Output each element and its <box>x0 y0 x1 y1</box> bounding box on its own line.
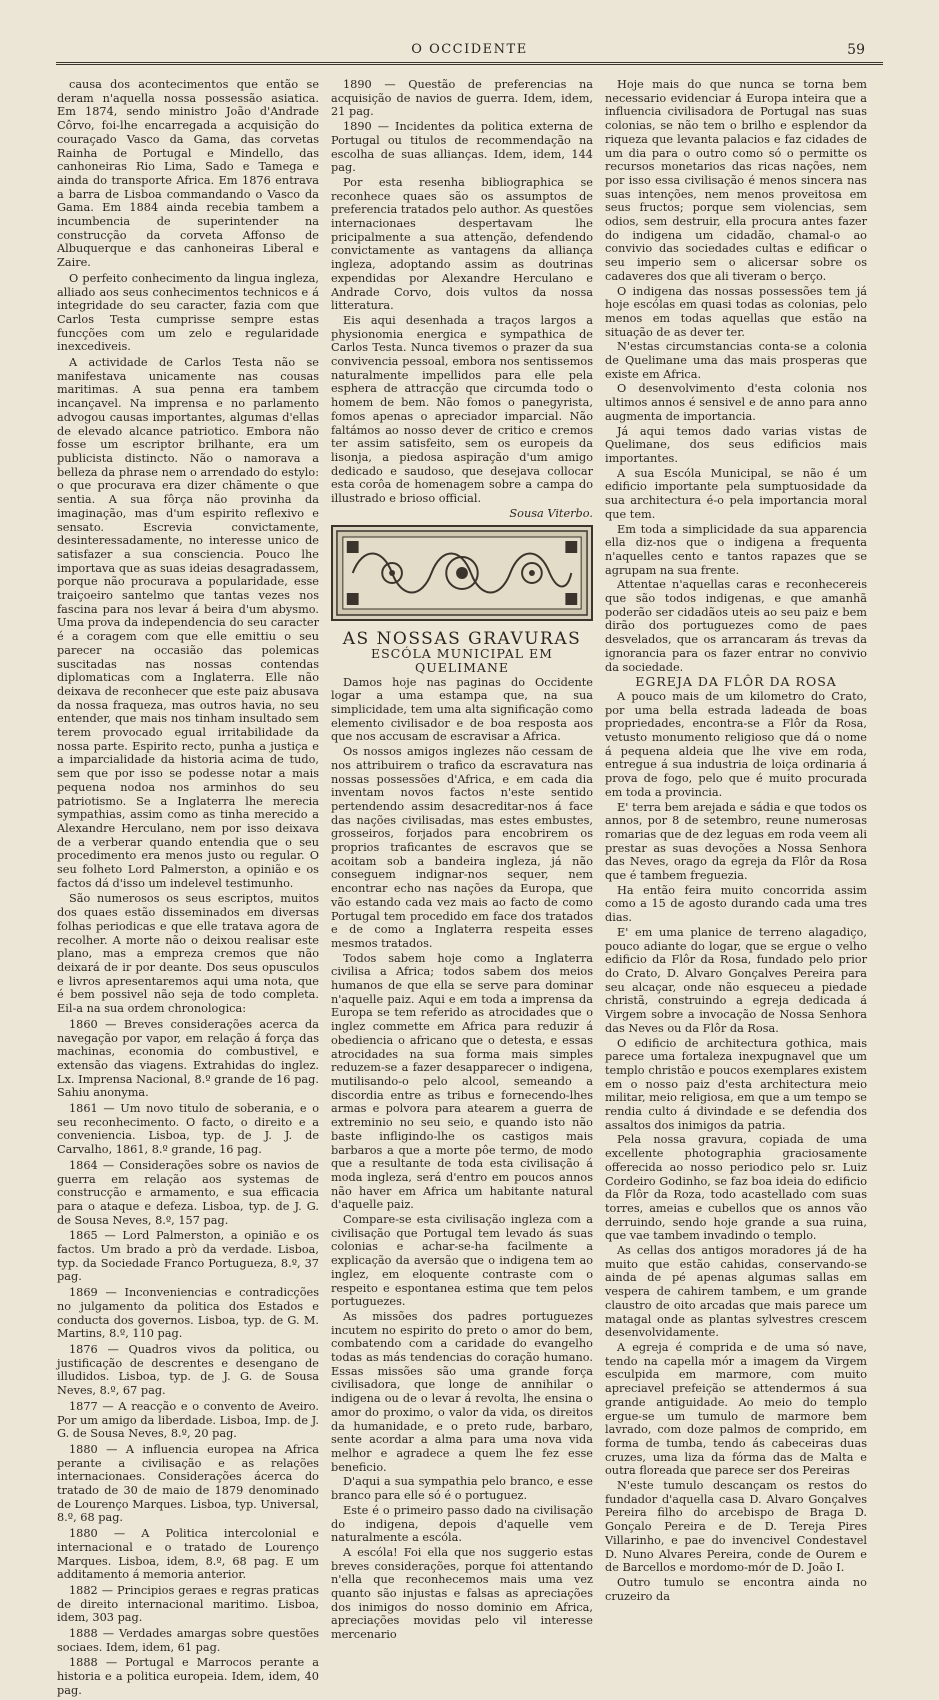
paragraph: As cellas dos antigos moradores já de ha muito que estão cahidas, conservando-se ainda de pé apenas algumas sallas em vespera de cahirem tambem, e um grande claustro de oito arcadas que mais parece um matagal onde as plantas sylvestres crescem desenvolvidamente. <box>605 1244 867 1340</box>
bibliography-entry: 1882 — Principios geraes e regras praticas de direito internacional maritimo. Lisboa, idem, 303 pag. <box>57 1583 319 1625</box>
paragraph: A escóla! Foi ella que nos suggerio estas breves considerações, porque foi attentando n'ella que reconhecemos mais uma vez quanto são injustas e falsas as apreciações dos inimigos do nosso dominio em Africa, apreciações movidas pelo vil interesse mercenario <box>331 1545 593 1642</box>
paragraph: N'estas circumstancias conta-se a colonia de Quelimane uma das mais prosperas que existe em Africa. <box>605 340 867 381</box>
paragraph: E' em uma planice de terreno alagadiço, pouco adiante do logar, que se ergue o velho edificio da Flôr da Rosa, fundado pelo prior do Crato, D. Alvaro Gonçalves Pereira para seu alcaçar, onde não esqueceu a piedade christã, construindo a egreja dedicada á Virgem sobre a invocação de Nossa Senhora das Neves ou da Flôr da Rosa. <box>605 925 867 1035</box>
paragraph: causa dos acontecimentos que então se deram n'aquella nossa possessão asiatica. Em 1874, sendo ministro João d'Andrade Côrvo, foi-lhe encarregada a acquisição do couraçado Vasco da Gama, das corvetas Rainha de Portugal e Mindello, das canhoneiras Rio Lima, Sado e Tamega e ainda do transporte Africa. Em 1876 entrava a barra de Lisboa commandando o Vasco da Gama. Em 1884 ainda recebia tambem a incumbencia de superintender na construcção da corveta Affonso de Albuquerque e das canhoneiras Liberal e Zaire. <box>57 78 319 270</box>
decorative-ornament-banner <box>331 525 593 621</box>
paragraph: Os nossos amigos inglezes não cessam de nos attribuirem o trafico da escravatura nas nossas possessões d'Africa, e em cada dia inventam novos factos n'este sentido pertendendo assim desacreditar-nos á face das nações civilisadas, mas estes embustes, grosseiros, forjados para encobrirem os proprios traficantes de escravos que se acoitam sob a bandeira ingleza, já não conseguem indignar-nos sequer, nem encontrar echo nas nações da Europa, que vão estando cada vez mais ao facto de como Portugal tem procedido em face dos tratados e de como a Inglaterra respeita esses mesmos tratados. <box>331 745 593 950</box>
bibliography-entry: 1880 — A Politica intercolonial e internacional e o tratado de Lourenço Marques. Lisboa, idem, 8.º, 68 pag. E um additamento á memoria anterior. <box>57 1527 319 1582</box>
ornament-illustration <box>333 527 591 619</box>
bibliography-entry: 1888 — Portugal e Marrocos perante a historia e a politica europeia. Idem, idem, 40 pag. <box>57 1656 319 1697</box>
paragraph: O edificio de architectura gothica, mais parece uma fortaleza inexpugnavel que um templo christão e poucos exemplares existem em o nosso paiz d'esta architectura meio militar, meio religiosa, em que a um tempo se rendia culto á divindade e se defendia dos assaltos dos inimigos da patria. <box>605 1036 867 1132</box>
section-title: AS NOSSAS GRAVURAS <box>342 628 582 649</box>
bibliography-entry: 1890 — Incidentes da politica externa de Portugal ou titulos de recommendação na escolha de suas allianças. Idem, idem, 144 pag. <box>331 120 593 175</box>
paragraph: O indigena das nossas possessões tem já hoje escólas em quasi todas as colonias, pelo menos em todas aquellas que estão na situação de as dever ter. <box>605 284 867 339</box>
paragraph: O perfeito conhecimento da lingua ingleza, alliado aos seus conhecimentos technicos e á integridade do seu caracter, fazia com que Carlos Testa cumprisse sempre estas funcções com um zelo e regularidade inexcediveis. <box>57 271 319 354</box>
header-rule <box>56 62 883 65</box>
section-subtitle: ESCÓLA MUNICIPAL EM QUELIMANE <box>370 646 553 675</box>
paragraph: Todos sabem hoje como a Inglaterra civilisa a Africa; todos sabem dos meios humanos de que ella se serve para dominar n'aquelle paiz. Aqui e em toda a imprensa da Europa se tem referido as atrocidades que o inglez commette em Africa para reduzir á obediencia o africano que o detesta, e essas atrocidades na sua forma mais simples reduzem-se a fazer desapparecer o indigena, mutilisando-o pelo alcool, semeando a discordia entre as tribus e fornecendo-lhes armas e polvora para atearem a guerra de extreminio no seu seio, e quando isto não baste infligindo-lhe os castigos mais barbaros a que a morte pôe termo, de modo que a resultante de toda esta civilisação á moda ingleza, será d'entro em poucos annos não haver em Africa um habitante natural d'aquelle paiz. <box>331 951 593 1212</box>
paragraph: Por esta resenha bibliographica se reconhece quaes são os assumptos de preferencia tratados pelo author. As questões internacionaes despertavam lhe pricipalmente a sua attenção, defendendo convictamente as vantagens da alliança ingleza, adoptando assim as doutrinas expendidas por Alexandre Herculano e Andrade Corvo, dois vultos da nossa litteratura. <box>331 175 593 313</box>
paragraph: Já aqui temos dado varias vistas de Quelimane, dos seus edificios mais importantes. <box>605 424 867 465</box>
paragraph: N'este tumulo descançam os restos do fundador d'aquella casa D. Alvaro Gonçalves Pereira filho do arcebispo de Braga D. Gonçalo Pereira e de D. Tereja Pires Villarinho, e pae do invencivel Condestavel D. Nuno Alvares Pereira, conde de Ourem e de Barcellos e mordomo-mór de D. João I. <box>605 1479 867 1575</box>
column-right <box>605 78 867 1604</box>
paragraph: Este é o primeiro passo dado na civilisação do indigena, depois d'aquelle vem naturalmente a escóla. <box>331 1503 593 1545</box>
page-header <box>20 38 919 64</box>
section-title: EGREJA DA FLÔR DA ROSA <box>635 674 837 690</box>
column-middle <box>331 78 593 1643</box>
paragraph: Em toda a simplicidade da sua apparencia ella diz-nos que o indigena a frequenta n'aquelles cento e tantos rapazes que se agrupam na sua frente. <box>605 522 867 577</box>
author-signature: Sousa Viterbo. <box>509 506 593 520</box>
bibliography-entry: 1869 — Inconveniencias e contradicções no julgamento da politica dos Estados e conducta dos governos. Lisboa, typ. de G. M. Martins, 8.º, 110 pag. <box>57 1286 319 1341</box>
paragraph: D'aqui a sua sympathia pelo branco, e esse branco para elle só é o portuguez. <box>331 1475 593 1503</box>
paragraph: E' terra bem arejada e sádia e que todos os annos, por 8 de setembro, reune numerosas romarias que de dez leguas em roda veem ali prestar as suas devoções a Nossa Senhora das Neves, orago da egreja da Flôr da Rosa que é tambem freguezia. <box>605 800 867 883</box>
paragraph: Eis aqui desenhada a traços largos a physionomia energica e sympathica de Carlos Testa. Nunca tivemos o prazer da sua convivencia pessoal, embora nos sentissemos naturalmente impellidos para elle pela esphera de attracção que circumda todo o homem de bem. Não fomos o panegyrista, fomos apenas o apreciador imparcial. Não faltámos ao nosso dever de critico e cremos ter assim satisfeito, sem os europeis da lisonja, a piedosa aspiração d'um amigo dedicado e saudoso, que desejava collocar esta corôa de homenagem sobre a campa do illustrado e brioso official. <box>331 313 593 506</box>
paragraph: O desenvolvimento d'esta colonia nos ultimos annos é sensivel e de anno para anno augmenta de importancia. <box>605 382 867 423</box>
paragraph: São numerosos os seus escriptos, muitos dos quaes estão disseminados em diversas folhas periodicas e que elle tratava agora de recolher. A morte não o deixou realisar este plano, mas a empreza cremos que não deixará de ir por deante. Dos seus opusculos e livros apresentaremos aqui uma nota, que é bem possivel não seja de todo completa. Eil-a na sua ordem chronologica: <box>57 892 319 1016</box>
bibliography-entry: 1876 — Quadros vivos da politica, ou justificação de descrentes e desengano de illudidos. Lisboa, typ. de J. G. de Sousa Neves, 8.º, 67 pag. <box>57 1342 319 1398</box>
paragraph: Damos hoje nas paginas do Occidente logar a uma estampa que, na sua simplicidade, tem uma alta significação como elemento civilisador e de boa resposta aos que nos accusam de escravisar a Africa. <box>331 675 593 744</box>
masthead-title: O OCCIDENTE <box>411 42 528 57</box>
page-number: 59 <box>847 42 865 58</box>
bibliography-entry: 1880 — A influencia europea na Africa perante a civilisação e as relações internacionaes. Considerações ácerca do tratado de 30 de maio de 1879 denominado de Lourenço Marques. Lisboa, typ. Universal, 8.º, 68 pag. <box>57 1442 319 1525</box>
paragraph: A sua Escóla Municipal, se não é um edificio importante pela sumptuosidade da sua architectura é-o pela importancia moral que tem. <box>605 466 867 521</box>
paragraph: Outro tumulo se encontra ainda no cruzeiro da <box>605 1575 867 1603</box>
paragraph: Attentae n'aquellas caras e reconhecereis que são todos indigenas, e que amanhã poderão ser cidadãos uteis ao seu paiz e bem dirão dos portuguezes como de paes desvelados, que os arrancaram ás trevas da ignorancia para os fazer entrar no convivio da sociedade. <box>605 578 867 674</box>
bibliography-entry: 1861 — Um novo titulo de soberania, e o seu reconhecimento. O facto, o direito e a conveniencia. Lisboa, typ. de J. J. de Carvalho, 1861, 8.º grande, 16 pag. <box>57 1102 319 1157</box>
paragraph: A actividade de Carlos Testa não se manifestava unicamente nas cousas maritimas. A sua penna era tambem incançavel. Na imprensa e no parlamento advogou causas importantes, algumas d'ellas de elevado alcance patriotico. Embora não fosse um escriptor brilhante, era um publicista distincto. Não o namorava a belleza da phrase nem o arrendado do estylo: o que procurava era dizer chãmente o que sentia. A sua fôrça não provinha da imaginação, mas d'um espirito reflexivo e sensato. Escrevia convictamente, desinteressadamente, no interesse unico de satisfazer a sua consciencia. Pouco lhe importava que as suas ideias desagradassem, porque não procurava a popularidade, esse traiçoeiro santelmo que tantas vezes nos fascina para nos levar á beira d'um abysmo. Uma prova da independencia do seu caracter é a coragem com que elle emittiu o seu parecer na occasião das polemicas suscitadas nas nossas contendas diplomaticas com a Inglaterra. Elle não deixava de reconhecer que este paiz abusava da nossa fraqueza, mas outros havia, no seu entender, que mais nos tinham insultado sem terem provocado egual irritabilidade da nossa parte. Espirito recto, punha a justiça e a imparcialidade da historia acima de tudo, sem que por isso se podesse notar a mais pequena nodoa nos arminhos do seu patriotismo. Se a Inglaterra lhe merecia sympathias, assim como as tinha merecido a Alexandre Herculano, nem por isso deixava de a verberar quando entendia que o seu procedimento era menos justo ou regular. O seu folheto Lord Palmerston, a opinião e os factos dá d'isso um indelevel testimunho. <box>57 356 319 890</box>
paragraph: As missões dos padres portuguezes incutem no espirito do preto o amor do bem, combatendo com a caridade do evangelho todas as más tendencias do coração humano. Essas missões são uma grande força civilisadora, que longe de annihilar o indigena ou de o levar á revolta, lhe ensina o amor do proximo, o valor da vida, os direitos da humanidade, e o preto rude, barbaro, sente acordar a alma para uma nova vida melhor e agradece a quem lhe fez esse beneficio. <box>331 1309 593 1474</box>
bibliography-entry: 1865 — Lord Palmerston, a opinião e os factos. Um brado a prò da verdade. Lisboa, typ. da Sociedade Franco Portugueza, 8.º, 37 pag. <box>57 1229 319 1284</box>
bibliography-entry: 1890 — Questão de preferencias na acquisição de navios de guerra. Idem, idem, 21 pag. <box>331 78 593 119</box>
paragraph: Hoje mais do que nunca se torna bem necessario evidenciar á Europa inteira que a influencia civilisadora de Portugal nas suas colonias, se não tem o brilho e esplendor da riqueza que levanta palacios e faz cidades de um dia para o outro como só o permitte os recursos monetarios das ricas nações, nem por isso essa civilisação é menos sincera nas suas intenções, nem menos proveitosa em seus fructos; porque sem violencias, sem odios, sem destruir, ella procura antes fazer do indigena um cidadão, chamal-o ao convivio das sociedades cultas e edificar o seu imperio sem o alicersar sobre os cadaveres dos que ali tiveram o berço. <box>605 78 867 283</box>
bibliography-entry: 1877 — A reacção e o convento de Aveiro. Por um amigo da liberdade. Lisboa, Imp. de J. G. de Sousa Neves, 8.º, 20 pag. <box>57 1399 319 1441</box>
paragraph: Compare-se esta civilisação ingleza com a civilisação que Portugal tem levado ás suas colonias e achar-se-ha facilmente a explicação da aversão que o indigena tem ao inglez, em eloquente contraste com o respeito e espontanea estima que tem pelos portuguezes. <box>331 1213 593 1309</box>
paragraph: Ha então feira muito concorrida assim como a 15 de agosto durando cada uma tres dias. <box>605 883 867 925</box>
bibliography-entry: 1864 — Considerações sobre os navios de guerra em relação aos systemas de construcção e armamento, e sua efficacia para o ataque e defeza. Lisboa, typ. de J. G. de Sousa Neves, 8.º, 157 pag. <box>57 1158 319 1227</box>
bibliography-entry: 1860 — Breves considerações acerca da navegação por vapor, em relação á força das machinas, economia do combustivel, e extensão das viagens. Extrahidas do inglez. Lx. Imprensa Nacional, 8.º grande de 16 pag. Sahiu anonyma. <box>57 1017 319 1100</box>
paragraph: A egreja é comprida e de uma só nave, tendo na capella mór a imagem da Virgem esculpida em marmore, com muito apreciavel prefeição se attendermos á sua grande antiguidade. Ao meio do templo ergue-se um tumulo de marmore bem lavrado, com doze palmos de comprido, em forma de tumba, tendo ás cabeceiras duas cruzes, uma liza da fórma das de Malta e outra floreada que parece ser dos Pereiras <box>605 1340 867 1478</box>
bibliography-entry: 1888 — Verdades amargas sobre questões sociaes. Idem, idem, 61 pag. <box>57 1627 319 1654</box>
paragraph: A pouco mais de um kilometro do Crato, por uma bella estrada ladeada de boas propriedades, encontra-se a Flôr da Rosa, vetusto monumento religioso que dá o nome á pequena aldeia que lhe vive em roda, entregue á sua industria de loiça ordinaria á prova de fogo, pelo que é muito procurada em toda a provincia. <box>605 689 867 799</box>
column-left <box>57 78 319 1700</box>
paragraph: Pela nossa gravura, copiada de uma excellente photographia graciosamente offerecida ao nosso periodico pelo sr. Luiz Cordeiro Godinho, se faz boa ideia do edificio da Flôr da Roza, todo acastellado com suas torres, ameias e cubellos que os annos vão derruindo, sendo hoje grande a sua ruina, que vae tambem invadindo o templo. <box>605 1133 867 1243</box>
